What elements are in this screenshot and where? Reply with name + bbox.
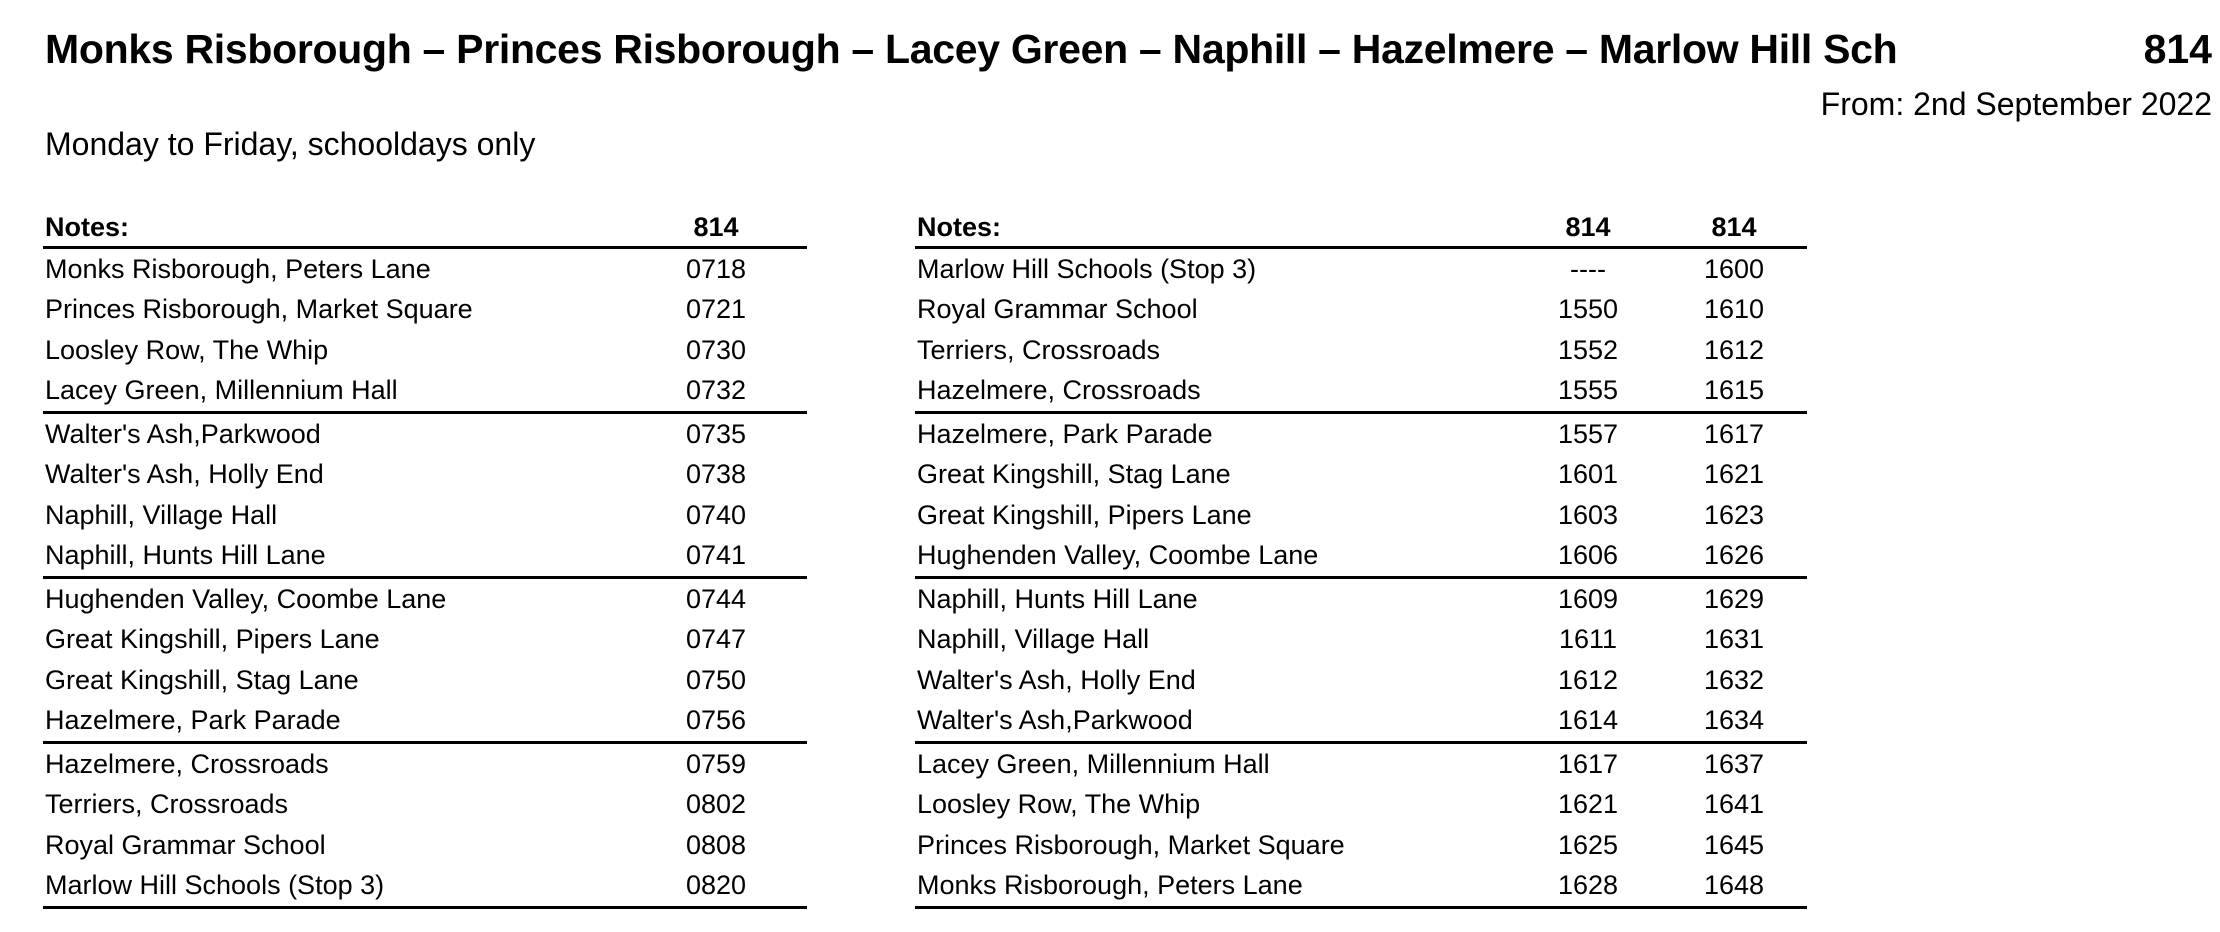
stop-name: Naphill, Village Hall [45,499,278,530]
departure-time: 1550 [1557,294,1619,325]
table-row [915,248,1807,290]
table-row [43,785,807,826]
table-row [915,620,1807,661]
departure-time: 1557 [1557,418,1619,449]
stop-name: Royal Grammar School [917,294,1198,325]
departure-time: 1632 [1703,664,1765,695]
departure-time: 1634 [1661,701,1807,743]
departure-time: 1648 [1661,866,1807,908]
departure-time: 1625 [1557,829,1619,860]
stop-name: Terriers, Crossroads [45,789,289,820]
table-row [43,371,807,413]
table-row [43,866,807,908]
table-row [915,455,1807,496]
departure-time: 1637 [1703,748,1765,779]
departure-time: 0740 [685,499,747,530]
stop-name: Great Kingshill, Pipers Lane [45,624,380,655]
departure-time: 1555 [1515,371,1661,413]
departure-time: 1603 [1557,499,1619,530]
departure-time: 0802 [685,789,747,820]
departure-time: 1552 [1557,334,1619,365]
stop-name: Walter's Ash, Holly End [45,459,324,490]
stop-name: Royal Grammar School [45,829,326,860]
stop-name: Marlow Hill Schools (Stop 3) [43,866,625,908]
table-row [915,701,1807,743]
table-row [43,455,807,496]
notes-header: Notes: [43,208,625,248]
stop-name: Marlow Hill Schools (Stop 3) [917,253,1257,284]
departure-time: 0735 [685,418,747,449]
stop-name: Great Kingshill, Stag Lane [45,664,359,695]
departure-time: ---- [1570,253,1606,284]
table-row [43,743,807,785]
stop-name: Naphill, Hunts Hill Lane [43,536,625,578]
route-column-header: 814 [625,208,807,248]
departure-time: 1601 [1557,459,1619,490]
departure-time: 1609 [1557,583,1619,614]
table-row [43,330,807,371]
table-row [43,536,807,578]
route-column-header: 814 [1661,208,1807,248]
table-row [915,660,1807,701]
stop-name: Hazelmere, Crossroads [45,748,329,779]
stop-name: Loosley Row, The Whip [45,334,329,365]
table-row [43,413,807,455]
return-timetable [915,208,1807,909]
stop-name: Monks Risborough, Peters Lane [45,253,431,284]
outbound-timetable [43,208,807,909]
stop-name: Terriers, Crossroads [917,334,1161,365]
stop-name: Loosley Row, The Whip [917,789,1201,820]
stop-name: Hazelmere, Crossroads [915,371,1515,413]
table-row [915,371,1807,413]
route-column-header: 814 [1515,208,1661,248]
stop-name: Princes Risborough, Market Square [45,294,473,325]
stop-name: Walter's Ash,Parkwood [45,418,321,449]
stop-name: Princes Risborough, Market Square [917,829,1345,860]
stop-name: Lacey Green, Millennium Hall [917,748,1270,779]
table-row [915,866,1807,908]
table-row [915,330,1807,371]
departure-time: 1621 [1557,789,1619,820]
table-row [915,743,1807,785]
departure-time: 1617 [1703,418,1765,449]
table-row [43,660,807,701]
table-header-row [915,208,1807,248]
stop-name: Hazelmere, Park Parade [43,701,625,743]
stop-name: Naphill, Hunts Hill Lane [917,583,1198,614]
stop-name: Hazelmere, Park Parade [917,418,1213,449]
table-row [915,290,1807,331]
departure-time: 1615 [1661,371,1807,413]
departure-time: 0756 [625,701,807,743]
departure-time: 1621 [1703,459,1765,490]
departure-time: 1606 [1515,536,1661,578]
table-row [43,620,807,661]
departure-time: 1610 [1703,294,1765,325]
departure-time: 0747 [685,624,747,655]
stop-name: Walter's Ash,Parkwood [915,701,1515,743]
departure-time: 1645 [1703,829,1765,860]
effective-date: From: 2nd September 2022 [1820,86,2212,122]
table-row [43,290,807,331]
stop-name: Great Kingshill, Stag Lane [917,459,1231,490]
table-row [915,578,1807,620]
table-row [43,495,807,536]
departure-time: 0744 [685,583,747,614]
departure-time: 1631 [1703,624,1765,655]
stop-name: Naphill, Village Hall [917,624,1150,655]
stop-name: Hughenden Valley, Coombe Lane [45,583,447,614]
departure-time: 1617 [1557,748,1619,779]
table-row [915,413,1807,455]
departure-time: 1626 [1661,536,1807,578]
stop-name: Hughenden Valley, Coombe Lane [915,536,1515,578]
table-row [915,825,1807,866]
departure-time: 0759 [685,748,747,779]
stop-name: Great Kingshill, Pipers Lane [917,499,1252,530]
stop-name: Monks Risborough, Peters Lane [915,866,1515,908]
departure-time: 1611 [1558,624,1618,655]
departure-time: 1641 [1703,789,1765,820]
departure-time: 0741 [625,536,807,578]
departure-time: 0738 [685,459,747,490]
table-row [43,825,807,866]
departure-time: 1623 [1703,499,1765,530]
route-number: 814 [2143,26,2212,72]
departure-time: 0721 [685,294,747,325]
table-header-row [43,208,807,248]
departure-time: 1629 [1703,583,1765,614]
departure-time: 1600 [1703,253,1765,284]
table-row [915,536,1807,578]
departure-time: 0750 [685,664,747,695]
table-row [915,495,1807,536]
operating-days: Monday to Friday, schooldays only [45,126,536,162]
page-title: Monks Risborough – Princes Risborough – Lacey Green – Naphill – Hazelmere – Marlow Hill Sch [45,26,1898,72]
departure-time: 0718 [685,253,747,284]
departure-time: 0820 [625,866,807,908]
table-row [43,248,807,290]
departure-time: 1612 [1703,334,1765,365]
table-row [43,578,807,620]
departure-time: 1628 [1515,866,1661,908]
table-row [43,701,807,743]
departure-time: 1614 [1515,701,1661,743]
stop-name: Lacey Green, Millennium Hall [43,371,625,413]
table-row [915,785,1807,826]
departure-time: 0730 [685,334,747,365]
notes-header: Notes: [915,208,1515,248]
departure-time: 0808 [685,829,747,860]
stop-name: Walter's Ash, Holly End [917,664,1196,695]
departure-time: 1612 [1557,664,1619,695]
departure-time: 0732 [625,371,807,413]
